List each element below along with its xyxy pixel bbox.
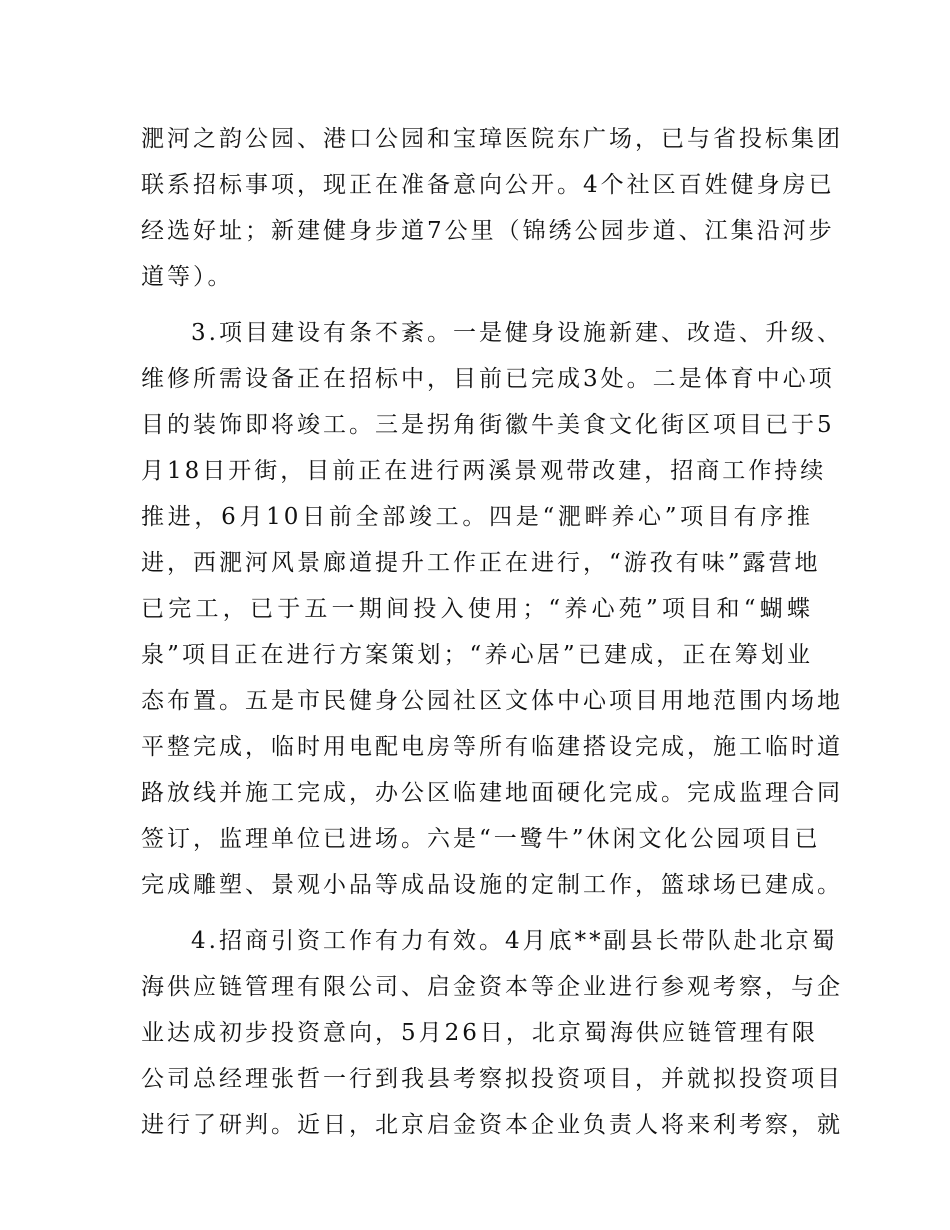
text-line: 海供应链管理有限公司、启金资本等企业进行参观考察，与企 [141,974,843,1000]
text-line: 泉”项目正在进行方案策划；“养心居”已建成，正在筹划业 [141,642,813,668]
paragraph-gap [141,300,813,310]
text-line: 推进，6月10日前全部竣工。四是“淝畔养心”项目有序推 [141,504,813,530]
paragraph-2 [141,310,843,908]
paragraph-3 [141,918,843,1148]
text-line: 4.招商引资工作有力有效。4月底**副县长带队赴北京蜀 [191,928,838,954]
text-line: 淝河之韵公园、港口公园和宝璋医院东广场，已与省投标集团 [141,126,843,152]
text-line: 签订，监理单位已进场。六是“一鹭牛”休闲文化公园项目已 [141,826,821,852]
text-line: 月18日开街，目前正在进行两溪景观带改建，招商工作持续 [141,458,827,484]
text-line: 平整完成，临时用电配电房等所有临建搭设完成，施工临时道 [141,734,843,760]
text-line: 已完工，已于五一期间投入使用；“养心苑”项目和“蝴蝶 [141,596,813,622]
text-line: 维修所需设备正在招标中，目前已完成3处。二是体育中心项 [141,366,835,392]
paragraph-1 [141,116,843,300]
text-line: 进行了研判。近日，北京启金资本企业负责人将来利考察，就 [141,1112,843,1138]
text-line: 进，西淝河风景廊道提升工作正在进行，“游孜有味”露营地 [141,550,821,576]
text-line: 态布置。五是市民健身公园社区文体中心项目用地范围内场地 [141,688,843,714]
text-line: 完成雕塑、景观小品等成品设施的定制工作，篮球场已建成。 [141,872,843,898]
text-line: 业达成初步投资意向，5月26日，北京蜀海供应链管理有限 [141,1020,818,1046]
text-line: 经选好址；新建健身步道7公里（锦绣公园步道、江集沿河步 [141,218,835,244]
text-line: 联系招标事项，现正在准备意向公开。4个社区百姓健身房已 [141,172,835,198]
text-line: 3.项目建设有条不紊。一是健身设施新建、改造、升级、 [191,320,843,346]
text-line: 目的装饰即将竣工。三是拐角街徽牛美食文化街区项目已于5 [141,412,835,438]
text-line: 公司总经理张哲一行到我县考察拟投资项目，并就拟投资项目 [141,1066,843,1092]
paragraph-gap [141,908,813,918]
text-line: 路放线并施工完成，办公区临建地面硬化完成。完成监理合同 [141,780,843,806]
body-text [141,116,843,1148]
text-line: 道等）。 [141,264,234,290]
